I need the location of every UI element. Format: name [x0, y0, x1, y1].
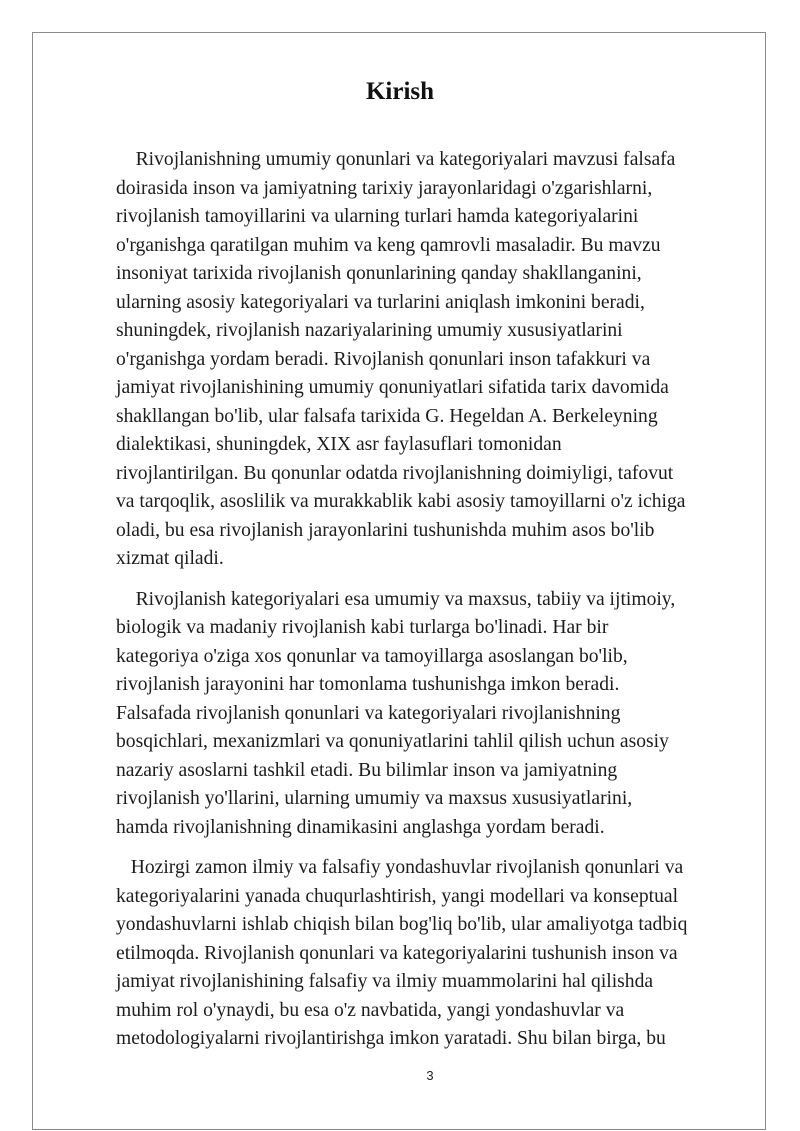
page-title: Kirish — [365, 78, 435, 105]
text-line: rivojlantirilgan. Bu qonunlar odatda rivojlanishning doimiyligi, tafovut — [116, 462, 674, 484]
text-line: shuningdek, rivojlanish nazariyalarining umumiy xususiyatlarini — [116, 320, 623, 341]
text-line: jamiyat rivojlanishining umumiy qonuniyatlari sifatida tarix davomida — [116, 377, 669, 398]
text-line: kategoriya o'ziga xos qonunlar va tamoyillarga asoslangan bo'lib, — [116, 645, 628, 667]
text-line: va tarqoqlik, asoslilik va murakkablik kabi asosiy tamoyillarni o'z ichiga — [116, 491, 686, 512]
text-line: Rivojlanish kategoriyalari esa umumiy va maxsus, tabiiy va ijtimoiy, — [116, 588, 676, 610]
text-line: o'rganishga yordam beradi. Rivojlanish qonunlari inson tafakkuri va — [116, 348, 651, 370]
text-line: dialektikasi, shuningdek, XIX asr faylasuflari tomonidan — [116, 434, 562, 455]
text-line: ularning asosiy kategoriyalari va turlarini aniqlash imkonini beradi, — [116, 291, 645, 313]
text-line: Hozirgi zamon ilmiy va falsafiy yondashuvlar rivojlanish qonunlari va — [116, 857, 684, 878]
text-line: etilmoqda. Rivojlanish qonunlari va kategoriyalarini tushunish inson va — [116, 942, 678, 964]
text-line: hamda rivojlanishning dinamikasini anglashga yordam beradi. — [116, 816, 605, 838]
page-number: 3 — [426, 1068, 434, 1083]
text-line: jamiyat rivojlanishining falsafiy va ilmiy muammolarini hal qilishda — [116, 971, 654, 992]
text-line: rivojlanish tamoyillarini va ularning turlari hamda kategoriyalarini — [116, 206, 639, 227]
paragraph-3 — [116, 854, 756, 1054]
text-line: nazariy asoslarni tashkil etadi. Bu bilimlar inson va jamiyatning — [116, 759, 618, 781]
text-line: oladi, bu esa rivojlanish jarayonlarini tushunishda muhim asos bo'lib — [116, 519, 655, 541]
text-line: o'rganishga qaratilgan muhim va keng qamrovli masaladir. Bu mavzu — [116, 234, 661, 256]
text-line: insoniyat tarixida rivojlanish qonunlarining qanday shakllanganini, — [116, 263, 642, 284]
text-line: yondashuvlarni ishlab chiqish bilan bog'liq bo'lib, ular amaliyotga tadbiq — [116, 914, 688, 935]
paragraph-2 — [116, 586, 756, 843]
text-line: Falsafada rivojlanish qonunlari va kategoriyalari rivojlanishning — [116, 702, 621, 724]
text-line: bosqichlari, mexanizmlari va qonuniyatlarini tahlil qilish uchun asosiy — [116, 731, 669, 752]
text-line: doirasida inson va jamiyatning tarixiy jarayonlaridagi o'zgarishlarni, — [116, 177, 653, 199]
text-line: Rivojlanishning umumiy qonunlari va kategoriyalari mavzusi falsafa — [116, 149, 676, 170]
text-line: rivojlanish yo'llarini, ularning umumiy va maxsus xususiyatlarini, — [116, 788, 633, 809]
text-line: xizmat qiladi. — [116, 548, 224, 569]
text-line: muhim rol o'ynaydi, bu esa o'z navbatida, yangi yondashuvlar va — [116, 999, 625, 1021]
text-line: rivojlanish jarayonini har tomonlama tushunishga imkon beradi. — [116, 674, 620, 695]
text-line: metodologiyalarni rivojlantirishga imkon yaratadi. Shu bilan birga, bu — [116, 1028, 666, 1049]
paragraph-1 — [116, 146, 756, 574]
text-line: biologik va madaniy rivojlanish kabi turlarga bo'linadi. Har bir — [116, 617, 609, 638]
body-text — [116, 146, 756, 1066]
text-line: kategoriyalarini yanada chuqurlashtirish, yangi modellari va konseptual — [116, 885, 679, 907]
text-line: shakllangan bo'lib, ular falsafa tarixida G. Hegeldan A. Berkeleyning — [116, 405, 658, 427]
